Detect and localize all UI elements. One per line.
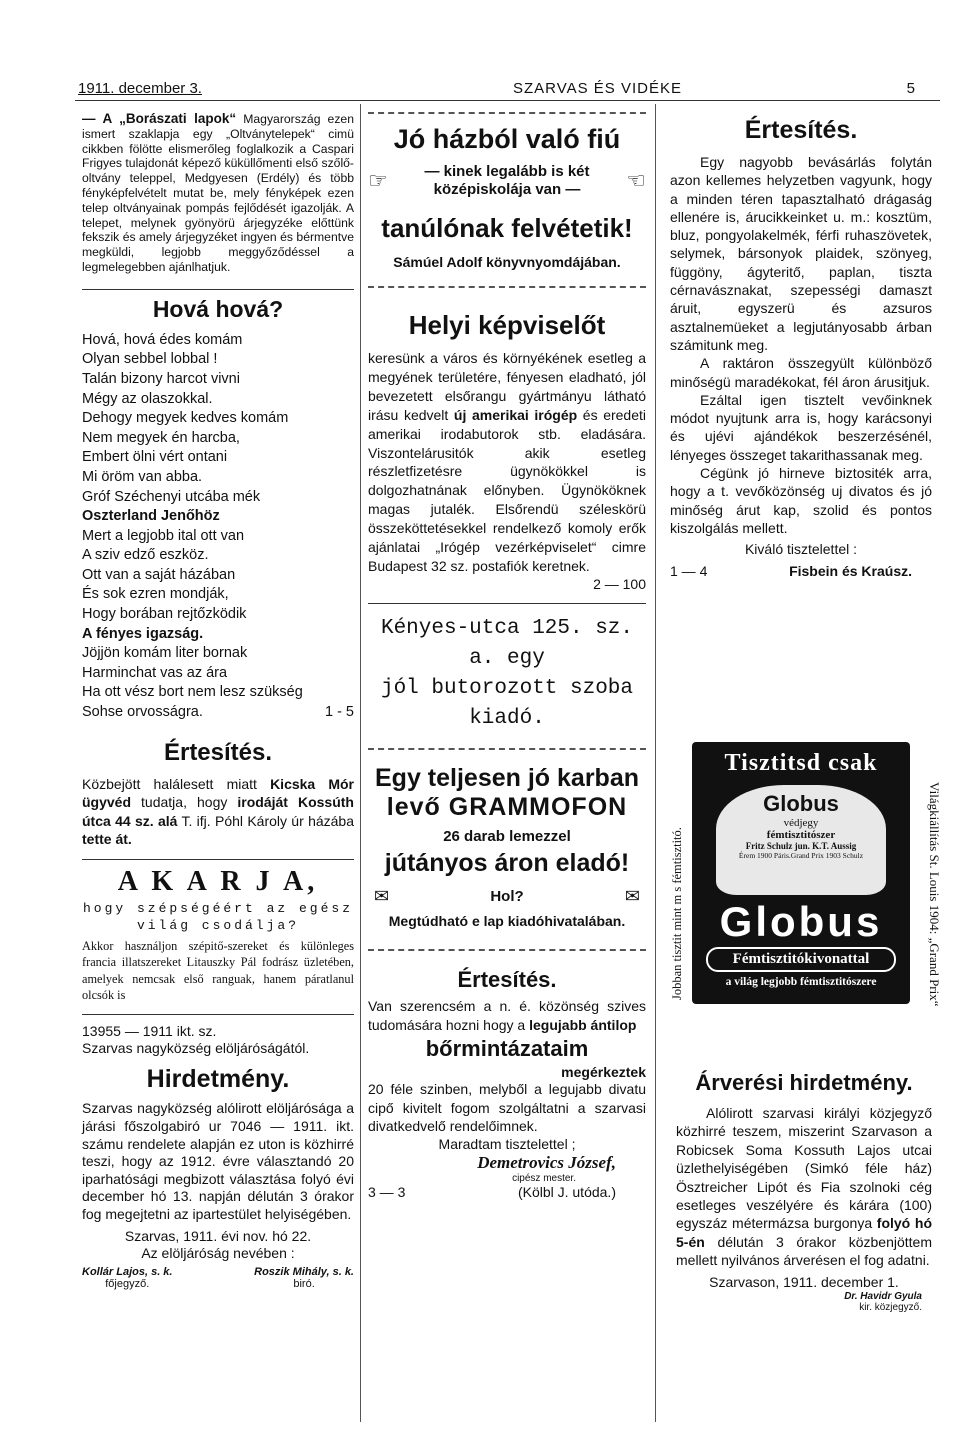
gram-hol: Hol?: [490, 888, 524, 906]
poem-line: Nem megyek én harcba,: [82, 429, 240, 446]
ertesites1-name: Kicska Mór ügyvéd: [82, 775, 355, 811]
poem-line: Ott van a saját házában: [82, 566, 236, 583]
fiu-firm: Sámúel Adolf könyvnyomdájában.: [393, 254, 621, 270]
signature-2-role: biró.: [293, 1278, 315, 1291]
arveres-text-a: Alólirott szarvasi királyi közjegyző közhirré teszem, miszerint Szarvason a Robicsek Soma Kossuth Lajos utcai üzlethelyiségében (Simkó féle ház) Ösztreicher Lipót és Fia szolnoki cég esetleges veszélyére és kárára (100) egyszáz métermázsa burgonya: [676, 1105, 932, 1232]
hirdetmeny-nevben: Az elöljáróság nevében :: [141, 1245, 295, 1262]
globus-left-text: Jobban tisztit mint m s fémtisztitó.: [670, 827, 684, 1001]
column-right: [670, 112, 932, 580]
arveres-title: Árverési hirdetmény.: [695, 1070, 913, 1095]
divider: [82, 289, 354, 290]
arveres-text-b: délután 3 órakor közbenjöttem mellett nyilvános árverésen el fog adatni.: [676, 1233, 933, 1269]
ert3-bottom: [670, 563, 932, 580]
poem-line: Mi öröm van abba.: [82, 468, 203, 485]
gram-line-a: Egy teljesen jó karban: [375, 764, 639, 793]
globus-image: [692, 742, 910, 1004]
issue-date: 1911. december 3.: [78, 80, 202, 97]
signature-1-role: főjegyző.: [105, 1278, 150, 1291]
poem-line: Dehogy megyek kedves komám: [82, 410, 289, 427]
signature-1-name: Kollár Lajos, s. k.: [82, 1266, 173, 1279]
elojaro-head: Szarvas nagyközség elöljáróságától.: [82, 1040, 310, 1057]
poem-line: Ha ott vész bort nem lesz szükség: [82, 684, 303, 701]
poem-line: Mégy az olaszokkal.: [82, 390, 213, 407]
header-rule: [75, 100, 940, 101]
poem-line: A sziv edző eszköz.: [82, 547, 209, 564]
poem-number: 1 - 5: [324, 704, 354, 721]
page-header: [58, 80, 940, 102]
arveres-date: Szarvason, 1911. december 1.: [709, 1273, 899, 1290]
globus-mid5: Érem 1900 Páris.Grand Prix 1903 Schulz: [738, 851, 864, 860]
poem-title: Hová hová?: [152, 295, 284, 322]
ert3-text: Egy nagyobb bevásárlás folytán azon kellemes helyzetben vagyunk, hogy a minden téren tapasztalható drágaság ellenére is, árucikkeinket u. m.: kosztüm, bluz, pongyolakelmék, férfi ruhaszövetek, selymek, bársonyok plaidek, szönyeg, függöny, ágyteritő, paplan, tiszta cérnavásznakat, szepességi damaszt áruit, egyszerü és azsuros asztalnemüeket a legjutányosabb árban számitunk meg.: [670, 154, 932, 353]
globus-right-text: Világkiállítás St. Louis 1904: „Grand Prix“: [927, 781, 942, 1007]
ert3-greet: Kiváló tisztelettel :: [744, 541, 858, 558]
globus-mid4: Fritz Schulz jun. K.T. Aussig: [745, 841, 857, 851]
globus-mid3: fémtisztitószer: [766, 829, 836, 841]
ert3-text2: A raktáron összegyült különböző minőségü maradékokat, fél áron árusitjuk.: [670, 355, 932, 390]
akarja-title: A K A R J A,: [117, 865, 319, 897]
signature-2: [254, 1266, 354, 1290]
ert2-name: Demetrovics József,: [477, 1153, 616, 1173]
boraszati-article: [82, 112, 354, 275]
ert2-text-a-text: Van szerencsém a n. é. közönség szives tudomására hozni hogy a: [368, 998, 646, 1033]
poem-line: Embert ölni vért ontani: [82, 449, 228, 466]
column-left: [82, 112, 354, 1290]
gram-line-b: levő GRAMMOFON: [386, 793, 628, 822]
arveres-text: [676, 1104, 932, 1270]
globus-logo: Globus: [719, 898, 883, 945]
ert2-num: 3 — 3: [368, 1184, 406, 1201]
ert2-text-a: [368, 997, 646, 1034]
globus-ad: [670, 734, 942, 1050]
ertesites1-text-d: tette át.: [82, 831, 132, 848]
divider: [368, 286, 646, 288]
poem-line: Oszterland Jenőhöz: [82, 508, 220, 525]
gram-where: Megtúdható e lap kiadóhivatalában.: [388, 913, 626, 930]
envelope-icon: ✉: [374, 886, 390, 907]
ert2-product: legujabb ántilop: [529, 1016, 637, 1033]
fiu-sub: — kinek legalább is két középiskolája van —: [424, 163, 590, 198]
globus-top: Tisztitsd csak: [724, 750, 878, 776]
poem-line: Sohse orvosságra.: [82, 704, 203, 721]
divider: [368, 748, 646, 750]
signature-2-name: Roszik Mihály, s. k.: [254, 1266, 354, 1279]
poem-line: Talán bizony harcot vivni: [82, 370, 240, 387]
helyi-text-a: keresünk a város és környékének esetleg a megyének területére, fényesen eladható, jól bevezetett elsőrangu gyártmányu látható irásu kedvelt: [368, 350, 646, 423]
divider: [368, 949, 646, 951]
ert3-firm: Fisbein és Kraúsz.: [789, 562, 912, 579]
poem-line: Jöjjön komám liter bornak: [82, 645, 248, 662]
globus-bottom: a világ legjobb fémtisztitószere: [725, 976, 877, 988]
gram-line-d: jútányos áron eladó!: [384, 849, 630, 878]
column-rule-1: [360, 104, 361, 1422]
boraszati-title: — A „Borászati lapok“: [82, 111, 237, 126]
kenyes-line-a: Kényes-utca 125. sz. a. egy: [380, 617, 634, 671]
column-rule-2: [655, 104, 656, 1422]
ert2-bottom: [368, 1184, 646, 1201]
hirdetmeny-date: Szarvas, 1911. évi nov. hó 22.: [124, 1227, 312, 1244]
divider: [82, 859, 354, 860]
poem-line: Harminchat vas az ára: [82, 664, 228, 681]
fiu-sub-row: [368, 163, 646, 199]
ert3-text4: Cégünk jó hirneve biztositék arra, hogy a t. vevőközönség uj divatos és jó minőség árut kap, szolid és pontos kiszolgálás mellett.: [670, 465, 932, 536]
boraszati-text: Magyarország ezen ismert szaklapja egy „Oltványtelepek“ cimü cikkben fölötte elismerőleg foglalkozik a Caspari Frigyes tulajdonát képező küküllőmenti első szőlő-oltvány teleppel, Medgyesen (Erdély) és több fényképfelvételt mutat be, mely fényképek ezen telep oltványainak pompás fejlődését igazolják. A telepet, melynek gyönyörü árjegyzéke előttünk fekszik és amely árjegyzéket ingyen és bérmentve megküldi, legjobb meggyőződéssel a legmelegebben ajánlhatjuk.: [82, 112, 354, 274]
akarja-text: Akkor használjon szépitő-szereket és különleges francia illatszereket Litauszky Pál fodrász üzletében, amelyek nemcsak első ranguak, hanem páratlanul olcsók is: [82, 938, 354, 1003]
poem-line: Hová, hová édes komám: [82, 331, 243, 348]
ert3-title: Értesítés.: [744, 116, 858, 144]
hirdetmeny-title: Hirdetmény.: [146, 1065, 290, 1094]
hand-icon: ☞: [368, 168, 388, 193]
signature-1: [82, 1266, 172, 1290]
poem-line: És sok ezren mondják,: [82, 586, 229, 603]
arveres-date-bold: folyó hó 5-én: [676, 1215, 932, 1250]
hand-icon: ☜: [626, 168, 646, 193]
globus-band: Fémtisztitókivonattal: [706, 947, 896, 972]
ert2-megerk: megérkeztek: [561, 1064, 646, 1081]
page-number: 5: [906, 80, 915, 97]
kenyes-line-b: jól butorozott szoba kiadó.: [380, 677, 634, 731]
divider: [368, 112, 646, 114]
poem-last-row: [82, 703, 354, 723]
ert2-title: Értesítés.: [457, 967, 557, 993]
divider: [82, 1014, 354, 1015]
ertesites1-address: irodáját Kossúth útca 44 sz. alá: [82, 794, 354, 829]
poem-line: Hogy borában rejtőzködik: [82, 606, 247, 623]
ertesites1-text: [82, 775, 354, 849]
ertesites1-text-b: tudatja, hogy: [141, 794, 228, 811]
gram-hol-row: [368, 886, 646, 907]
newspaper-name: SZARVAS ÉS VIDÉKE: [513, 80, 682, 97]
ertesites1-title: Értesítés.: [163, 738, 273, 766]
ert2-text-b: 20 féle szinben, melyből a legujabb divatu cipő kivitelt fogom szolgáltatni a szarvasi divatkedvelő rendelőimnek.: [368, 1081, 646, 1135]
helyi-number: 2 — 100: [593, 575, 646, 592]
column-middle: [368, 112, 646, 1202]
envelope-icon: ✉: [624, 886, 640, 907]
globus-mid2: védjegy: [783, 817, 819, 829]
ert2-thanks: Maradtam tisztelettel ;: [438, 1135, 576, 1152]
ert2-firm: (Kölbl J. utóda.): [517, 1184, 616, 1201]
poem-line: A fényes igazság.: [82, 625, 204, 642]
poem: [82, 331, 354, 723]
ert2-big: bőrmintázataim: [425, 1036, 589, 1062]
globus-mid1: Globus: [763, 791, 839, 816]
arveres-sign: Dr. Havidr Gyula: [844, 1291, 922, 1303]
akarja-sub: hogy szépségéért az egész világ csodálja?: [82, 900, 354, 933]
ert2-role: cipész mester.: [512, 1173, 576, 1185]
poem-line: Olyan sebbel lobbal !: [82, 351, 218, 368]
helyi-title: Helyi képviselőt: [408, 310, 606, 340]
ertesites1-text-c: T. ifj. Póhl Károly úr házába: [181, 812, 354, 829]
hirdetmeny-text: Szarvas nagyközség alólirott elöljárósága a járási főszolgabiró ur 7046 — 1911. ikt. számu rendelete alapján ez uton is közhirré teszi, hogy az 1912. évre választandó 20 iparhatósági megbizott választása folyó évi december hó 13. napján délután 3 órakor fog megejtetni az ipartestület helyiségében.: [82, 1100, 354, 1223]
helyi-text-b: és eredeti amerikai irodabutorok stb. eladására. Viszontelárusitók akik esetleg részletfizetésre ügynökökkel is dolgozhatnának előnyben. Ügynököknek magas jutalék. Elsőrendü széleskörü összeköttetésekkel rendelkező komoly erők ajánlatai „Irógép vezérképviselet“ cimre Budapest 32 sz. postafiók keretnek.: [368, 406, 646, 574]
helyi-text: [368, 349, 646, 576]
globus-tin: [716, 785, 886, 895]
fiu-call: tanúlónak felvétetik!: [381, 213, 633, 243]
arveres-notice: [676, 1070, 932, 1313]
ertesites1-text-a: Közbejött halálesett miatt: [82, 775, 257, 792]
helyi-product: új amerikai irógép: [453, 406, 578, 423]
ert3-num: 1 — 4: [670, 562, 708, 579]
poem-line: Mert a legjobb ital ott van: [82, 527, 245, 544]
fiu-title: Jó házból való fiú: [393, 124, 621, 154]
ert3-text3: Ezáltal igen tisztelt vevőinknek módot nyujtunk arra is, hogy karácsonyi és ujévi ajándékok beszerzésénél, lényeges összeget takarithassanak meg.: [670, 391, 932, 463]
divider: [368, 603, 646, 604]
gram-line-c: 26 darab lemezzel: [443, 828, 571, 846]
poem-line: Gróf Széchenyi utcába mék: [82, 488, 261, 505]
signatures: [82, 1266, 354, 1290]
arveres-role: kir. közjegyző.: [859, 1302, 922, 1314]
ikt-number: 13955 — 1911 ikt. sz.: [82, 1022, 217, 1039]
